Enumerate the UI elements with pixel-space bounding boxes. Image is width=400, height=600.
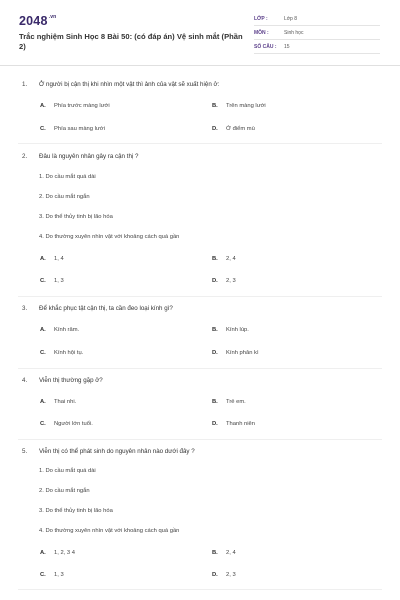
option-letter: A. (40, 550, 46, 556)
option-letter: D. (212, 126, 218, 132)
option-letter: D. (212, 350, 218, 356)
logo-text: 2048 (19, 14, 48, 28)
option-text: Phía sau màng lưới (54, 126, 105, 132)
option-text: Kính râm. (54, 327, 80, 333)
meta-label-class: LỚP : (254, 16, 268, 22)
option-a[interactable] (40, 103, 110, 109)
page-title: Trắc nghiệm Sinh Học 8 Bài 50: (có đáp án) Vệ sinh mắt (Phần 2) (19, 32, 243, 51)
option-b[interactable] (212, 399, 246, 405)
option-letter: C. (40, 350, 46, 356)
option-text: 1, 3 (54, 278, 64, 284)
option-text: 2, 3 (226, 572, 236, 578)
meta-value-count: 15 (284, 44, 290, 50)
statement-1: 1. Do cầu mắt quá dài (39, 174, 96, 180)
option-b[interactable] (212, 103, 266, 109)
option-d[interactable] (212, 278, 236, 284)
option-letter: A. (40, 103, 46, 109)
option-a[interactable] (40, 550, 75, 556)
option-d[interactable] (212, 350, 259, 356)
question-number: 3. (22, 305, 28, 312)
option-text: Thanh niên (226, 421, 256, 427)
option-text: Ở điểm mù (226, 126, 255, 132)
option-text: 1, 2, 3 4 (54, 550, 75, 556)
option-text: Kính phân kì (226, 350, 259, 356)
option-letter: C. (40, 572, 46, 578)
option-b[interactable] (212, 256, 236, 262)
statement-3: 3. Do thể thủy tinh bị lão hóa (39, 214, 113, 220)
site-logo[interactable] (19, 14, 56, 28)
question-divider (18, 368, 382, 369)
question-number: 4. (22, 377, 28, 384)
option-d[interactable] (212, 126, 255, 132)
option-c[interactable] (40, 572, 64, 578)
option-d[interactable] (212, 572, 236, 578)
option-letter: D. (212, 421, 218, 427)
question-number: 5. (22, 448, 28, 455)
logo-suffix: .vn (48, 14, 57, 20)
option-letter: A. (40, 256, 46, 262)
option-letter: B. (212, 256, 218, 262)
statement-1: 1. Do cầu mắt quá dài (39, 468, 96, 474)
option-a[interactable] (40, 327, 79, 333)
option-text: 2, 3 (226, 278, 236, 284)
statement-3: 3. Do thể thủy tinh bị lão hóa (39, 508, 113, 514)
option-letter: C. (40, 421, 46, 427)
meta-label-count: SỐ CÂU : (254, 44, 277, 50)
option-letter: B. (212, 327, 218, 333)
option-text: 1, 3 (54, 572, 64, 578)
option-text: Trẻ em. (226, 399, 246, 405)
option-letter: D. (212, 278, 218, 284)
option-letter: B. (212, 399, 218, 405)
meta-value-class: Lớp 8 (284, 16, 298, 22)
option-a[interactable] (40, 399, 76, 405)
meta-label-subject: MÔN : (254, 30, 269, 36)
question-text: Viễn thị có thể phát sinh do nguyên nhân nào dưới đây ? (39, 448, 195, 455)
question-text: Đâu là nguyên nhân gây ra cận thị ? (39, 153, 139, 160)
option-text: Phía trước màng lưới (54, 103, 110, 109)
meta-divider (254, 25, 380, 26)
option-c[interactable] (40, 278, 64, 284)
statement-2: 2. Do cầu mắt ngắn (39, 194, 90, 200)
option-text: Trên màng lưới (226, 103, 266, 109)
option-letter: A. (40, 399, 46, 405)
statement-4: 4. Do thường xuyên nhìn vật với khoảng cách quá gần (39, 528, 180, 534)
header-divider (0, 65, 400, 66)
question-divider (18, 589, 382, 590)
question-divider (18, 439, 382, 440)
option-c[interactable] (40, 350, 83, 356)
option-text: Kính lúp. (226, 327, 249, 333)
statement-2: 2. Do cầu mắt ngắn (39, 488, 90, 494)
option-d[interactable] (212, 421, 255, 427)
option-letter: C. (40, 126, 46, 132)
page-header (0, 0, 400, 64)
option-text: 1, 4 (54, 256, 64, 262)
meta-divider (254, 53, 380, 54)
option-c[interactable] (40, 421, 93, 427)
question-number: 2. (22, 153, 28, 160)
meta-divider (254, 39, 380, 40)
meta-value-subject: Sinh học (284, 30, 304, 36)
statement-4: 4. Do thường xuyên nhìn vật với khoảng cách quá gần (39, 234, 180, 240)
option-text: 2, 4 (226, 256, 236, 262)
option-text: Người lớn tuổi. (54, 421, 93, 427)
option-a[interactable] (40, 256, 64, 262)
question-text: Ở người bị cận thị khi nhìn một vật thì ảnh của vật sẽ xuất hiện ở: (39, 81, 220, 88)
option-c[interactable] (40, 126, 105, 132)
question-divider (18, 143, 382, 144)
option-letter: B. (212, 103, 218, 109)
option-b[interactable] (212, 550, 236, 556)
question-divider (18, 296, 382, 297)
option-text: Kính hội tụ. (54, 350, 84, 356)
option-letter: B. (212, 550, 218, 556)
option-letter: C. (40, 278, 46, 284)
option-text: 2, 4 (226, 550, 236, 556)
option-text: Thai nhi. (54, 399, 77, 405)
option-letter: A. (40, 327, 46, 333)
option-b[interactable] (212, 327, 249, 333)
question-text: Để khắc phục tật cận thị, ta cần đeo loại kính gì? (39, 305, 173, 312)
option-letter: D. (212, 572, 218, 578)
question-number: 1. (22, 81, 28, 88)
question-text: Viễn thị thường gặp ở? (39, 377, 103, 384)
